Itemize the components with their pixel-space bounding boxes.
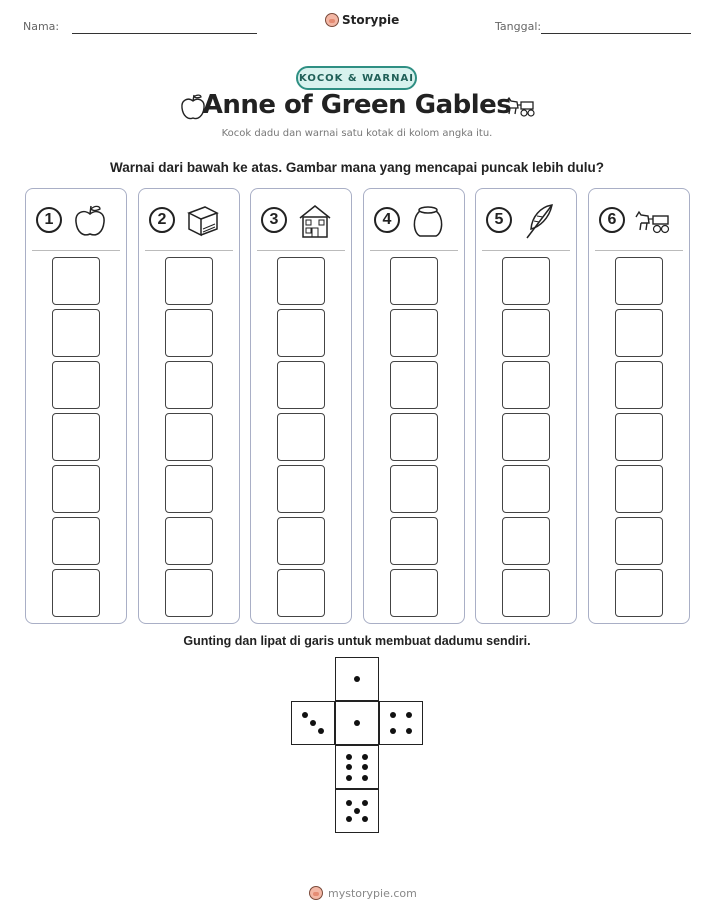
- color-box[interactable]: [615, 361, 663, 409]
- color-box[interactable]: [165, 413, 213, 461]
- color-box[interactable]: [277, 517, 325, 565]
- footer-url: mystorypie.com: [328, 886, 417, 900]
- color-box[interactable]: [390, 465, 438, 513]
- page-title: Anne of Green Gables: [202, 90, 512, 120]
- die-pip: [346, 775, 352, 781]
- die-pip: [302, 712, 308, 718]
- color-box[interactable]: [615, 257, 663, 305]
- color-box[interactable]: [502, 257, 550, 305]
- die-face-5: [335, 789, 379, 833]
- die-pip: [390, 712, 396, 718]
- column-4: [363, 188, 465, 624]
- activity-badge: KOCOK & WARNAI: [296, 66, 417, 90]
- column-2: [138, 188, 240, 624]
- die-pip: [406, 712, 412, 718]
- die-face-4: [379, 701, 423, 745]
- color-box[interactable]: [165, 257, 213, 305]
- color-box[interactable]: [165, 309, 213, 357]
- die-pip: [346, 800, 352, 806]
- column-6: [588, 188, 690, 624]
- color-box[interactable]: [277, 465, 325, 513]
- color-box[interactable]: [165, 465, 213, 513]
- color-box[interactable]: [502, 309, 550, 357]
- color-box[interactable]: [390, 517, 438, 565]
- color-box[interactable]: [615, 309, 663, 357]
- jar-icon: [408, 201, 448, 241]
- color-box[interactable]: [277, 361, 325, 409]
- die-face-1: [335, 701, 379, 745]
- column-divider: [370, 250, 458, 251]
- die-pip: [354, 720, 360, 726]
- column-divider: [595, 250, 683, 251]
- color-box[interactable]: [277, 569, 325, 617]
- quill-feather-icon: [520, 201, 560, 241]
- column-3: [250, 188, 352, 624]
- color-box[interactable]: [52, 569, 100, 617]
- instruction-text: Warnai dari bawah ke atas. Gambar mana yang mencapai puncak lebih dulu?: [110, 160, 604, 175]
- horse-carriage-icon: [633, 201, 673, 241]
- color-box[interactable]: [502, 517, 550, 565]
- color-box[interactable]: [165, 361, 213, 409]
- die-pip: [346, 764, 352, 770]
- color-box[interactable]: [52, 413, 100, 461]
- footer: [309, 886, 417, 900]
- color-box[interactable]: [52, 309, 100, 357]
- column-divider: [32, 250, 120, 251]
- die-pip: [310, 720, 316, 726]
- color-box[interactable]: [165, 569, 213, 617]
- color-box[interactable]: [390, 309, 438, 357]
- color-box[interactable]: [615, 517, 663, 565]
- name-line: [72, 33, 257, 34]
- color-box[interactable]: [502, 361, 550, 409]
- column-divider: [145, 250, 233, 251]
- die-pip: [362, 764, 368, 770]
- column-number: 6: [599, 207, 625, 233]
- die-pip: [318, 728, 324, 734]
- color-box[interactable]: [277, 413, 325, 461]
- house-icon: [295, 201, 335, 241]
- column-number: 4: [374, 207, 400, 233]
- die-face-6: [335, 745, 379, 789]
- die-pip: [362, 800, 368, 806]
- color-box[interactable]: [390, 413, 438, 461]
- color-box[interactable]: [52, 517, 100, 565]
- color-box[interactable]: [52, 361, 100, 409]
- color-box[interactable]: [277, 257, 325, 305]
- column-divider: [257, 250, 345, 251]
- color-box[interactable]: [615, 569, 663, 617]
- brand-logo: [325, 13, 399, 27]
- color-box[interactable]: [52, 465, 100, 513]
- column-number: 5: [486, 207, 512, 233]
- column-5: [475, 188, 577, 624]
- color-box[interactable]: [502, 569, 550, 617]
- date-label: Tanggal:: [495, 20, 542, 33]
- color-box[interactable]: [390, 257, 438, 305]
- color-box[interactable]: [502, 413, 550, 461]
- column-number: 3: [261, 207, 287, 233]
- column-number: 1: [36, 207, 62, 233]
- color-box[interactable]: [165, 517, 213, 565]
- column-number: 2: [149, 207, 175, 233]
- die-pip: [406, 728, 412, 734]
- subtitle: Kocok dadu dan warnai satu kotak di kolom angka itu.: [221, 128, 493, 139]
- color-box[interactable]: [390, 569, 438, 617]
- die-pip: [346, 754, 352, 760]
- color-box[interactable]: [52, 257, 100, 305]
- book-icon: [183, 201, 223, 241]
- die-pip: [390, 728, 396, 734]
- date-line: [541, 33, 691, 34]
- die-pip: [362, 816, 368, 822]
- brand-name: Storypie: [342, 13, 400, 27]
- column-1: [25, 188, 127, 624]
- apple-icon: [70, 201, 110, 241]
- die-pip: [362, 775, 368, 781]
- die-pip: [354, 676, 360, 682]
- die-pip: [346, 816, 352, 822]
- color-box[interactable]: [390, 361, 438, 409]
- die-face-3: [291, 701, 335, 745]
- column-divider: [482, 250, 570, 251]
- pig-logo-icon: [309, 886, 323, 900]
- name-label: Nama:: [23, 20, 60, 33]
- color-box[interactable]: [615, 465, 663, 513]
- color-box[interactable]: [615, 413, 663, 461]
- die-face-1: [335, 657, 379, 701]
- pig-logo-icon: [325, 13, 339, 27]
- cut-instruction: Gunting dan lipat di garis untuk membuat dadumu sendiri.: [183, 634, 531, 648]
- color-box[interactable]: [277, 309, 325, 357]
- horse-carriage-icon: [503, 94, 537, 118]
- color-box[interactable]: [502, 465, 550, 513]
- die-pip: [362, 754, 368, 760]
- die-pip: [354, 808, 360, 814]
